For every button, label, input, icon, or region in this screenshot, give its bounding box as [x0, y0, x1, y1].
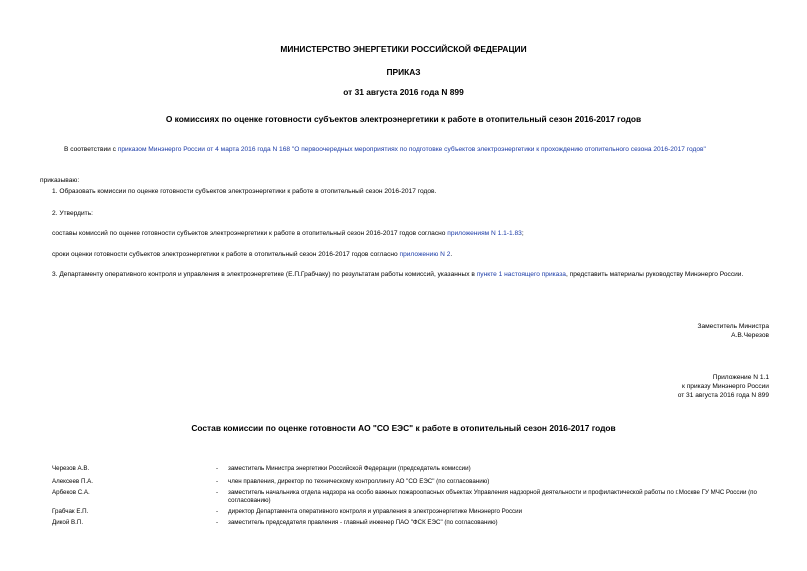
- item-2b-end: .: [450, 251, 453, 258]
- signature-position: Заместитель Министра: [697, 323, 769, 330]
- preamble: [64, 145, 706, 154]
- item-2a-text: составы комиссий по оценке готовности субъектов электроэнергетики к работе в отопительный сезон 2016-2017 годов согласно: [52, 230, 448, 237]
- member-name: Грабчак Е.П.: [52, 508, 89, 515]
- item-2b-text: сроки оценки готовности субъектов электроэнергетики к работе в отопительный сезон 2016-2017 годов согласно: [52, 251, 400, 258]
- item-3: [40, 270, 768, 279]
- orders-word: приказываю:: [40, 177, 80, 184]
- item-2a: [52, 229, 524, 238]
- appendix-label: Приложение N 1.1: [712, 374, 769, 381]
- item-3-text: 3. Департаменту оперативного контроля и управления в электроэнергетике (Е.П.Грабчаку) по результатам работы комиссий, указанных в: [52, 271, 477, 278]
- member-role: заместитель Министра энергетики Российской Федерации (председатель комиссии): [228, 465, 471, 472]
- doc-type-heading: ПРИКАЗ: [386, 67, 421, 77]
- item-2: 2. Утвердить:: [52, 210, 93, 217]
- preamble-prefix: В соответствии с: [64, 146, 118, 153]
- member-role: заместитель начальника отдела надзора на особо важных пожароопасных объектах Управления надзорной деятельности и профилактической работы по г.Москве ГУ МЧС России (по согласованию): [228, 489, 757, 504]
- member-dash: -: [216, 489, 219, 496]
- item-2a-end: ;: [521, 230, 524, 237]
- order-date-number: от 31 августа 2016 года N 899: [343, 87, 464, 97]
- item-3-end: , представить материалы руководству Минэнерго России.: [565, 271, 744, 278]
- appendix-to-order: к приказу Минэнерго России: [682, 383, 769, 390]
- member-role: заместитель председателя правления - главный инженер ПАО "ФСК ЕЭС" (по согласованию): [228, 519, 498, 526]
- member-dash: -: [216, 508, 219, 515]
- member-name: Черезов А.В.: [52, 465, 90, 472]
- member-role: директор Департамента оперативного контроля и управления в электроэнергетике Минэнерго России: [228, 508, 523, 515]
- appendix-date-number: от 31 августа 2016 года N 899: [677, 392, 769, 399]
- appendix-title: Состав комиссии по оценке готовности АО "СО ЕЭС" к работе в отопительный сезон 2016-2017 годов: [191, 423, 616, 433]
- ministry-heading: МИНИСТЕРСТВО ЭНЕРГЕТИКИ РОССИЙСКОЙ ФЕДЕРАЦИИ: [280, 44, 527, 54]
- member-name: Алексеев П.А.: [52, 478, 93, 485]
- signature-name: А.В.Черезов: [731, 332, 769, 339]
- preamble-order-link[interactable]: приказом Минэнерго России от 4 марта 2016 года N 168 "О первоочередных мероприятиях по подготовке субъектов электроэнергетики к прохождению отопительного сезона 2016-2017 годов": [117, 146, 706, 153]
- member-dash: -: [216, 519, 219, 526]
- member-role: член правления, директор по техническому контроллингу АО "СО ЕЭС" (по согласованию): [228, 478, 490, 485]
- member-dash: -: [216, 478, 219, 485]
- point-1-link[interactable]: пункте 1 настоящего приказа: [476, 271, 566, 278]
- member-dash: -: [216, 465, 219, 472]
- appendices-link[interactable]: приложениям N 1.1-1.83: [447, 230, 522, 237]
- member-name: Дикой В.П.: [52, 519, 84, 526]
- item-2b: [52, 250, 452, 259]
- item-1: 1. Образовать комиссии по оценке готовности субъектов электроэнергетики к работе в отопительный сезон 2016-2017 годов.: [52, 188, 437, 195]
- order-title: О комиссиях по оценке готовности субъектов электроэнергетики к работе в отопительный сезон 2016-2017 годов: [165, 114, 642, 124]
- member-name: Арбеков С.А.: [52, 489, 90, 496]
- appendix-2-link[interactable]: приложению N 2: [399, 251, 451, 258]
